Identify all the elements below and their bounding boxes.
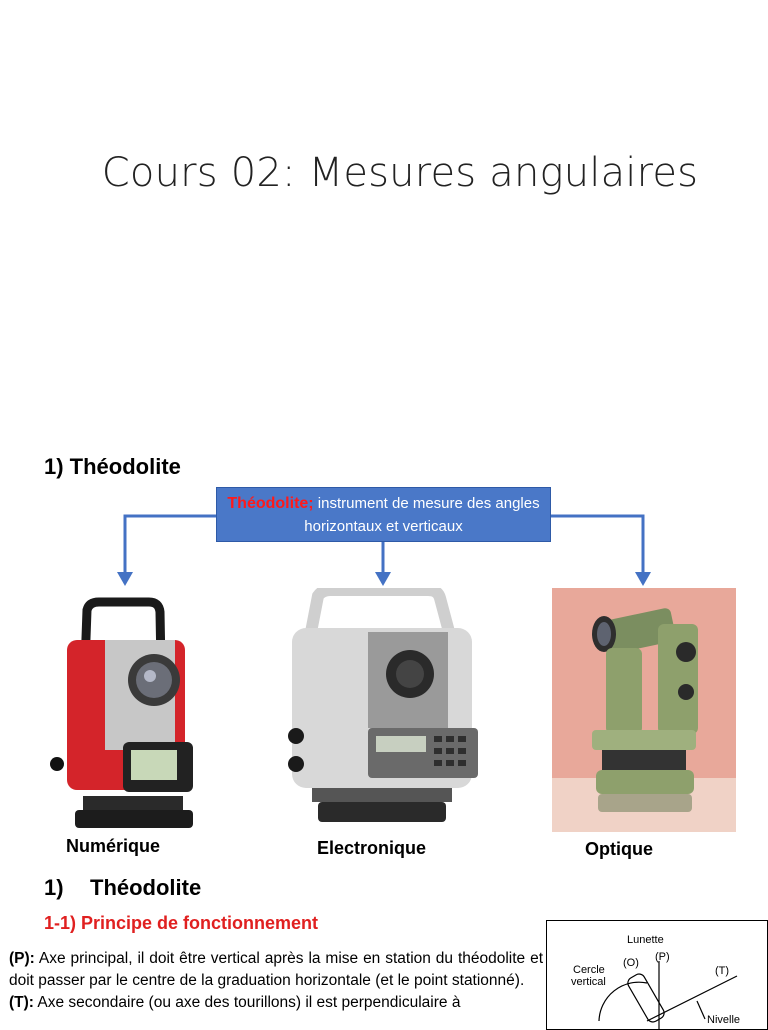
definition-term: Théodolite;	[227, 495, 314, 512]
label-numerique: Numérique	[66, 836, 161, 856]
label-cercle: Cercle	[573, 964, 605, 976]
section-heading-theodolite: 1) Théodolite	[44, 454, 181, 479]
label-electronique: Electronique	[317, 838, 427, 858]
definition-text: instrument de mesure des angles horizontaux et verticaux	[304, 495, 540, 535]
label-o: (O)	[623, 957, 639, 969]
p-axis-label: (P):	[9, 950, 35, 967]
optique-theodolite-image	[552, 588, 736, 832]
definition-box	[216, 487, 551, 542]
section-heading-theodolite-2	[44, 875, 201, 901]
electronique-theodolite-image	[278, 588, 484, 824]
numerique-theodolite-image	[45, 596, 195, 832]
label-vertical: vertical	[571, 976, 606, 988]
label-p: (P)	[655, 951, 670, 963]
arrow-left	[125, 516, 216, 576]
principle-paragraph	[9, 948, 543, 1014]
theodolite-axes-diagram	[546, 920, 768, 1030]
p-axis-text: Axe principal, il doit être vertical après la mise en station du théodolite et doit passer par le centre de la graduation horizontale (et le point stationné).	[9, 950, 544, 989]
label-lunette: Lunette	[627, 934, 664, 946]
t-axis-label: (T):	[9, 994, 34, 1011]
page-title: Cours 02: Mesures angulaires	[101, 150, 699, 196]
t-axis-text: Axe secondaire (ou axe des tourillons) il est perpendiculaire à	[37, 994, 461, 1011]
label-nivelle: Nivelle	[707, 1014, 741, 1026]
heading-number: 1)	[44, 875, 64, 900]
label-optique: Optique	[585, 839, 653, 859]
label-t: (T)	[715, 965, 730, 977]
arrow-right	[551, 516, 643, 576]
heading-text: Théodolite	[90, 875, 202, 900]
subheading-principe: 1-1) Principe de fonctionnement	[44, 913, 319, 933]
